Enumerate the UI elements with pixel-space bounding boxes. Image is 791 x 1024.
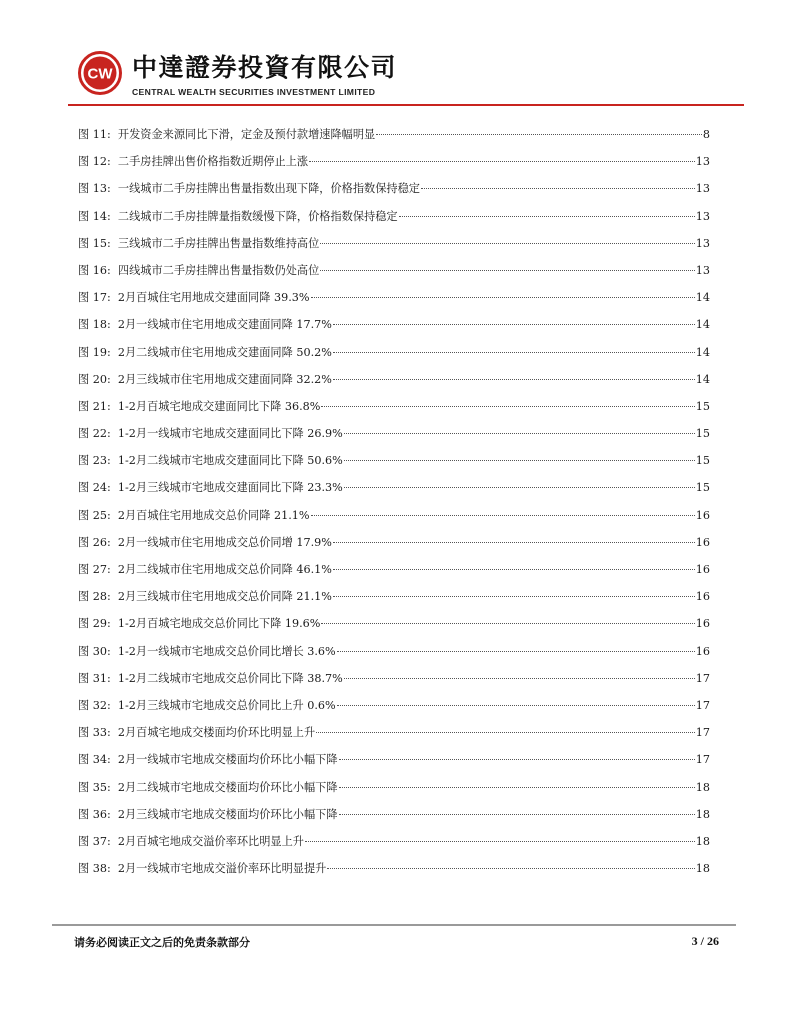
toc-entry[interactable] [78, 230, 710, 257]
toc-dot-leader [321, 622, 694, 624]
toc-page-number: 13 [695, 209, 710, 223]
toc-dot-leader [320, 269, 694, 271]
toc-page-number: 18 [695, 780, 710, 794]
toc-label-gap [111, 447, 118, 474]
toc-label-gap [111, 311, 118, 338]
toc-dot-leader [320, 242, 694, 244]
toc-figure-title: 2月三线城市宅地成交楼面均价环比小幅下降 [117, 807, 338, 821]
toc-page-number: 15 [695, 481, 710, 495]
toc-label-gap [111, 175, 118, 202]
toc-label-gap [111, 774, 118, 801]
toc-figure-label: 图 30: [78, 644, 111, 658]
toc-figure-label: 图 14: [78, 209, 111, 223]
toc-dot-leader [333, 323, 695, 325]
toc-figure-title: 1-2月二线城市宅地成交建面同比下降 50.6% [117, 454, 343, 468]
toc-entry[interactable] [78, 828, 710, 855]
toc-figure-label: 图 34: [78, 753, 111, 767]
toc-dot-leader [337, 704, 695, 706]
company-logo [78, 51, 122, 95]
toc-entry[interactable] [78, 311, 710, 338]
toc-entry[interactable] [78, 175, 710, 202]
toc-entry[interactable] [78, 855, 710, 882]
toc-entry[interactable] [78, 284, 710, 311]
toc-page-number: 17 [695, 698, 710, 712]
toc-figure-title: 三线城市二手房挂牌出售量指数维持高位 [117, 236, 320, 250]
toc-figure-title: 1-2月二线城市宅地成交总价同比下降 38.7% [117, 671, 343, 685]
toc-entry[interactable] [78, 474, 710, 501]
toc-entry[interactable] [78, 774, 710, 801]
toc-figure-label: 图 36: [78, 807, 111, 821]
toc-entry[interactable] [78, 339, 710, 366]
toc-figure-title: 2月一线城市住宅用地成交总价同增 17.9% [117, 535, 332, 549]
toc-figure-title: 2月百城宅地成交溢价率环比明显上升 [117, 834, 304, 848]
toc-page-number: 16 [695, 535, 710, 549]
toc-dot-leader [344, 677, 695, 679]
toc-figure-title: 开发资金来源同比下滑，定金及预付款增速降幅明显 [117, 128, 376, 141]
toc-label-gap [111, 420, 118, 447]
toc-label-gap [111, 474, 118, 501]
toc-figure-label: 图 25: [78, 508, 111, 522]
toc-figure-label: 图 18: [78, 318, 111, 332]
toc-dot-leader [337, 650, 695, 652]
toc-figure-label: 图 38: [78, 862, 111, 876]
page-header [72, 46, 752, 106]
toc-entry[interactable] [78, 203, 710, 230]
toc-label-gap [111, 529, 118, 556]
toc-figure-label: 图 28: [78, 590, 111, 604]
toc-dot-leader [339, 813, 695, 815]
figure-index-list [78, 121, 710, 882]
toc-entry[interactable] [78, 556, 710, 583]
toc-figure-title: 1-2月百城宅地成交建面同比下降 36.8% [117, 399, 321, 413]
toc-figure-title: 2月百城宅地成交楼面均价环比明显上升 [117, 726, 316, 740]
toc-dot-leader [399, 215, 695, 217]
toc-figure-title: 2月一线城市宅地成交楼面均价环比小幅下降 [117, 753, 338, 767]
toc-figure-label: 图 13: [78, 182, 111, 196]
toc-dot-leader [344, 486, 695, 488]
toc-dot-leader [305, 840, 695, 842]
toc-figure-title: 2月三线城市住宅用地成交建面同降 32.2% [117, 372, 332, 386]
toc-label-gap [111, 583, 118, 610]
toc-label-gap [111, 638, 118, 665]
toc-figure-label: 图 27: [78, 563, 111, 576]
toc-figure-label: 图 11: [78, 128, 111, 141]
toc-entry[interactable] [78, 746, 710, 773]
logo-text: CW [87, 65, 113, 83]
toc-figure-title: 2月二线城市住宅用地成交总价同降 46.1% [117, 563, 332, 576]
toc-entry[interactable] [78, 366, 710, 393]
toc-figure-label: 图 24: [78, 481, 111, 495]
toc-figure-label: 图 35: [78, 780, 111, 794]
toc-entry[interactable] [78, 529, 710, 556]
toc-label-gap [111, 746, 118, 773]
toc-figure-title: 2月二线城市宅地成交楼面均价环比小幅下降 [117, 780, 338, 794]
toc-figure-title: 二线城市二手房挂牌量指数缓慢下降，价格指数保持稳定 [117, 209, 398, 223]
toc-page-number: 17 [695, 671, 710, 685]
toc-page-number: 18 [695, 834, 710, 848]
toc-page-number: 13 [695, 263, 710, 277]
toc-figure-label: 图 29: [78, 617, 111, 631]
toc-figure-title: 2月二线城市住宅用地成交建面同降 50.2% [117, 345, 332, 359]
toc-entry[interactable] [78, 257, 710, 284]
toc-page-number: 13 [695, 155, 710, 169]
toc-label-gap [111, 393, 118, 420]
toc-label-gap [111, 257, 118, 284]
toc-page-number: 13 [695, 236, 710, 250]
toc-label-gap [111, 855, 118, 882]
toc-page-number: 13 [695, 182, 710, 196]
toc-page-number: 15 [695, 454, 710, 468]
toc-page-number: 16 [695, 508, 710, 522]
toc-entry[interactable] [78, 121, 710, 148]
page-number: 3 / 26 [691, 934, 719, 948]
toc-label-gap [111, 556, 118, 583]
toc-label-gap [111, 121, 118, 148]
toc-page-number: 18 [695, 807, 710, 821]
toc-label-gap [111, 801, 118, 828]
toc-label-gap [111, 339, 118, 366]
toc-figure-label: 图 26: [78, 535, 111, 549]
header-divider [68, 104, 744, 106]
company-name-cn: 中達證券投資有限公司 [132, 53, 398, 82]
toc-label-gap [111, 719, 118, 746]
toc-figure-title: 一线城市二手房挂牌出售量指数出现下降，价格指数保持稳定 [117, 182, 420, 196]
toc-page-number: 18 [695, 862, 710, 876]
toc-figure-label: 图 15: [78, 236, 111, 250]
toc-figure-title: 1-2月一线城市宅地成交建面同比下降 26.9% [117, 427, 343, 441]
toc-figure-label: 图 31: [78, 671, 111, 685]
toc-dot-leader [311, 514, 695, 516]
toc-entry[interactable] [78, 502, 710, 529]
toc-label-gap [111, 148, 118, 175]
toc-dot-leader [333, 595, 695, 597]
toc-page-number: 14 [695, 318, 710, 332]
toc-figure-label: 图 16: [78, 263, 111, 277]
toc-entry[interactable] [78, 447, 710, 474]
toc-page-number: 16 [695, 644, 710, 658]
toc-page-number: 16 [695, 563, 710, 576]
toc-page-number: 14 [695, 291, 710, 305]
toc-page-number: 16 [695, 590, 710, 604]
toc-figure-title: 1-2月三线城市宅地成交总价同比上升 0.6% [117, 698, 336, 712]
toc-entry[interactable] [78, 801, 710, 828]
toc-figure-title: 2月百城住宅用地成交建面同降 39.3% [117, 291, 310, 305]
toc-label-gap [111, 203, 118, 230]
toc-label-gap [111, 230, 118, 257]
toc-dot-leader [316, 731, 695, 733]
toc-dot-leader [327, 867, 694, 869]
toc-page-number: 14 [695, 345, 710, 359]
toc-dot-leader [333, 378, 695, 380]
toc-figure-title: 2月百城住宅用地成交总价同降 21.1% [117, 508, 310, 522]
toc-entry[interactable] [78, 420, 710, 447]
toc-figure-label: 图 21: [78, 399, 111, 413]
toc-label-gap [111, 366, 118, 393]
toc-dot-leader [344, 459, 695, 461]
toc-entry[interactable] [78, 719, 710, 746]
toc-figure-label: 图 32: [78, 698, 111, 712]
toc-dot-leader [376, 133, 702, 135]
toc-entry[interactable] [78, 692, 710, 719]
toc-figure-title: 1-2月三线城市宅地成交建面同比下降 23.3% [117, 481, 343, 495]
toc-entry[interactable] [78, 583, 710, 610]
toc-page-number: 16 [695, 617, 710, 631]
toc-entry[interactable] [78, 610, 710, 637]
toc-dot-leader [309, 160, 695, 162]
footer-divider [52, 924, 736, 926]
toc-figure-label: 图 19: [78, 345, 111, 359]
toc-dot-leader [339, 786, 695, 788]
toc-label-gap [111, 692, 118, 719]
toc-figure-title: 1-2月一线城市宅地成交总价同比增长 3.6% [117, 644, 336, 658]
toc-figure-title: 二手房挂牌出售价格指数近期停止上涨 [117, 155, 309, 169]
toc-label-gap [111, 828, 118, 855]
toc-label-gap [111, 610, 118, 637]
toc-figure-label: 图 20: [78, 372, 111, 386]
toc-page-number: 17 [695, 753, 710, 767]
toc-figure-title: 2月三线城市住宅用地成交总价同降 21.1% [117, 590, 332, 604]
toc-label-gap [111, 665, 118, 692]
toc-dot-leader [333, 351, 695, 353]
toc-figure-title: 2月一线城市宅地成交溢价率环比明显提升 [117, 862, 327, 876]
toc-label-gap [111, 502, 118, 529]
toc-page-number: 14 [695, 372, 710, 386]
toc-figure-label: 图 33: [78, 726, 111, 740]
toc-label-gap [111, 284, 118, 311]
toc-page-number: 8 [702, 128, 710, 141]
toc-dot-leader [344, 432, 695, 434]
toc-dot-leader [421, 187, 695, 189]
toc-dot-leader [333, 541, 695, 543]
toc-figure-title: 四线城市二手房挂牌出售量指数仍处高位 [117, 263, 320, 277]
toc-figure-label: 图 23: [78, 454, 111, 468]
company-name-en: CENTRAL WEALTH SECURITIES INVESTMENT LIMITED [132, 87, 376, 97]
toc-dot-leader [321, 405, 694, 407]
toc-dot-leader [339, 758, 695, 760]
toc-page-number: 15 [695, 427, 710, 441]
toc-dot-leader [333, 568, 695, 570]
toc-page-number: 15 [695, 399, 710, 413]
disclaimer-note: 请务必阅读正文之后的免责条款部分 [74, 936, 250, 949]
toc-figure-title: 2月一线城市住宅用地成交建面同降 17.7% [117, 318, 332, 332]
toc-figure-label: 图 22: [78, 427, 111, 441]
toc-entry[interactable] [78, 148, 710, 175]
toc-page-number: 17 [695, 726, 710, 740]
toc-figure-label: 图 17: [78, 291, 111, 305]
toc-entry[interactable] [78, 393, 710, 420]
toc-entry[interactable] [78, 638, 710, 665]
toc-entry[interactable] [78, 665, 710, 692]
toc-figure-title: 1-2月百城宅地成交总价同比下降 19.6% [117, 617, 321, 631]
toc-figure-label: 图 12: [78, 155, 111, 169]
toc-dot-leader [311, 296, 695, 298]
toc-figure-label: 图 37: [78, 834, 111, 848]
